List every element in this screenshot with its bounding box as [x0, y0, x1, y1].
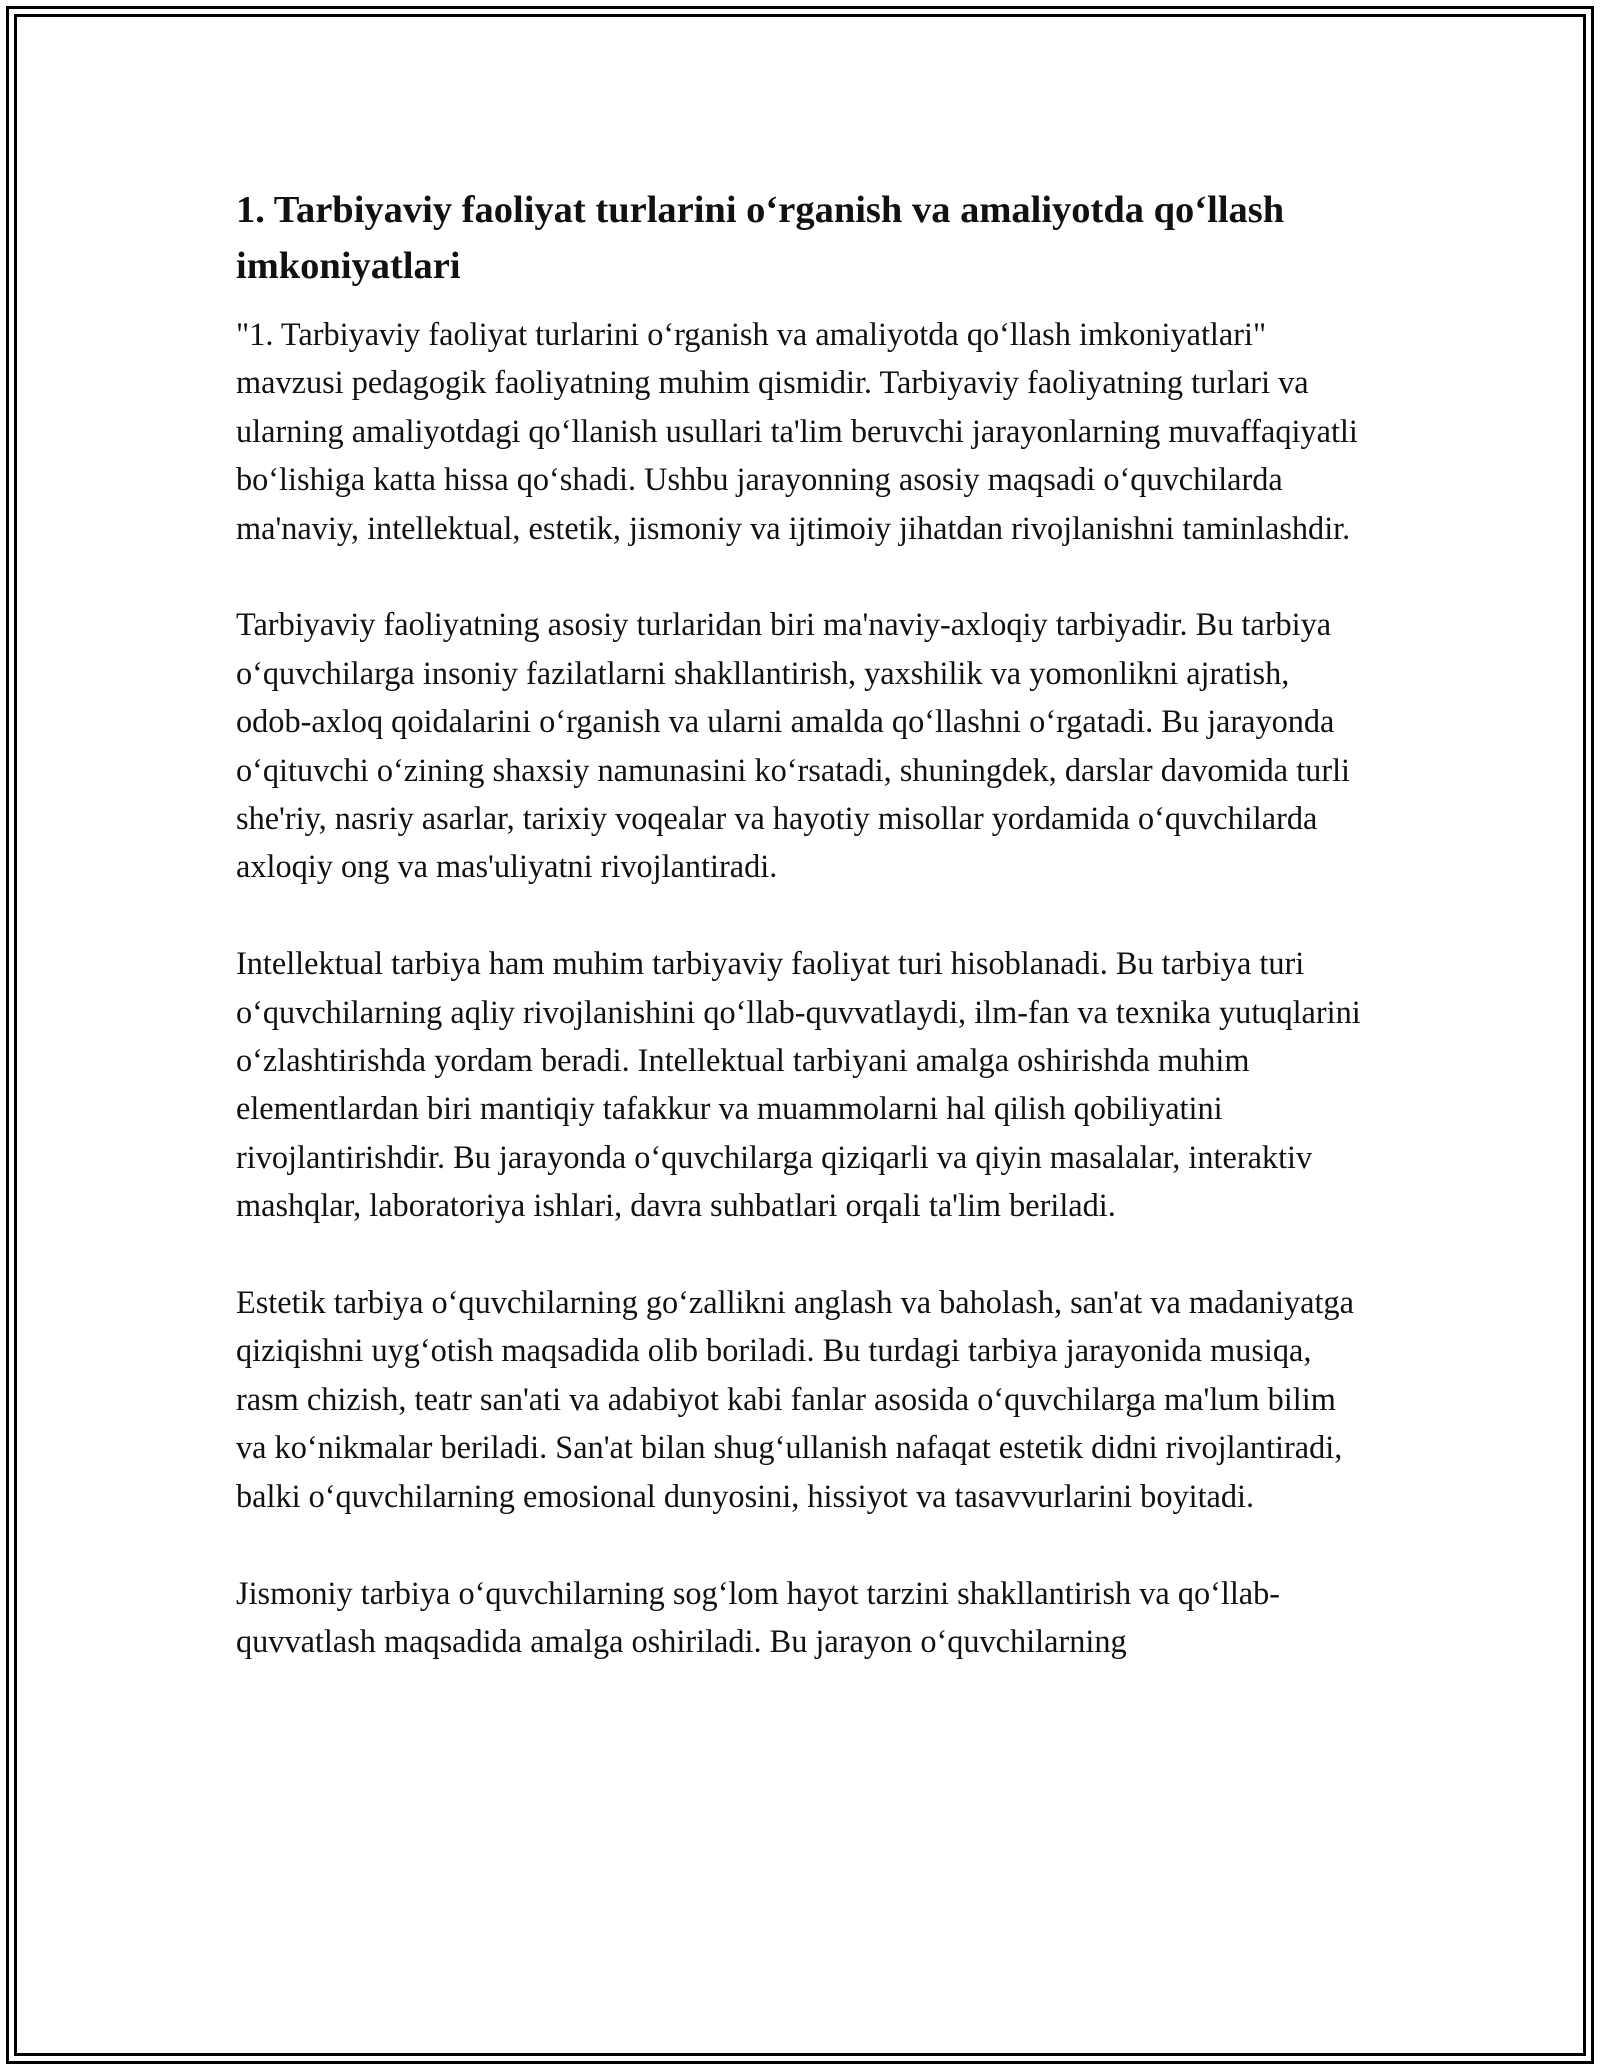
paragraph-aesthetic-education: Estetik tarbiya o‘quvchilarning go‘zallikni anglash va baholash, san'at va madaniyatga qiziqishni uyg‘otish maqsadida olib boriladi. Bu turdagi tarbiya jarayonida musiqa, rasm chizish, teatr san'ati va adabiyot kabi fanlar asosida o‘quvchilarga ma'lum bilim va ko‘nikmalar beriladi. San'at bilan shug‘ullanish nafaqat estetik didni rivojlantiradi, balki o‘quvchilarning emosional dunyosini, hissiyot va tasavvurlarini boyitadi. [236, 1284, 1354, 1514]
paragraph-intellectual-education: Intellektual tarbiya ham muhim tarbiyaviy faoliyat turi hisoblanadi. Bu tarbiya turi o‘quvchilarning aqliy rivojlanishini qo‘llab-quvvatlaydi, ilm-fan va texnika yutuqlarini o‘zlashtirishda yordam beradi. Intellektual tarbiyani amalga oshirishda muhim elementlardan biri mantiqiy tafakkur va muammolarni hal qilish qobiliyatini rivojlantirishdir. Bu jarayonda o‘quvchilarga qiziqarli va qiyin masalalar, interaktiv mashqlar, laboratoriya ishlari, davra suhbatlari orqali ta'lim beriladi. [236, 945, 1361, 1224]
paragraph-intro: "1. Tarbiyaviy faoliyat turlarini o‘rganish va amaliyotda qo‘llash imkoniyatlari" mavzusi pedagogik faoliyatning muhim qismidir. Tarbiyaviy faoliyatning turlari va ularning amaliyotdagi qo‘llanish usullari ta'lim beruvchi jarayonlarning muvaffaqiyatli bo‘lishiga katta hissa qo‘shadi. Ushbu jarayonning asosiy maqsadi o‘quvchilarda ma'naviy, intellektual, estetik, jismoniy va ijtimoiy jihatdan rivojlanishni taminlashdir. [236, 316, 1358, 546]
paragraph-physical-education: Jismoniy tarbiya o‘quvchilarning sog‘lom hayot tarzini shakllantirish va qo‘llab-quvvatlash maqsadida amalga oshiriladi. Bu jarayon o‘quvchilarning [236, 1574, 1281, 1659]
section-heading: 1. Tarbiyaviy faoliyat turlarini o‘rganish va amaliyotda qo‘llash imkoniyatlari [236, 189, 1285, 287]
document-body [236, 182, 1366, 1665]
paragraph-moral-education: Tarbiyaviy faoliyatning asosiy turlaridan biri ma'naviy-axloqiy tarbiyadir. Bu tarbiya o‘quvchilarga insoniy fazilatlarni shakllantirish, yaxshilik va yomonlikni ajratish, odob-axloq qoidalarini o‘rganish va ularni amalda qo‘llashni o‘rgatadi. Bu jarayonda o‘qituvchi o‘zining shaxsiy namunasini ko‘rsatadi, shuningdek, darslar davomida turli she'riy, nasriy asarlar, tarixiy voqealar va hayotiy misollar yordamida o‘quvchilarda axloqiy ong va mas'uliyatni rivojlantiradi. [236, 606, 1351, 885]
